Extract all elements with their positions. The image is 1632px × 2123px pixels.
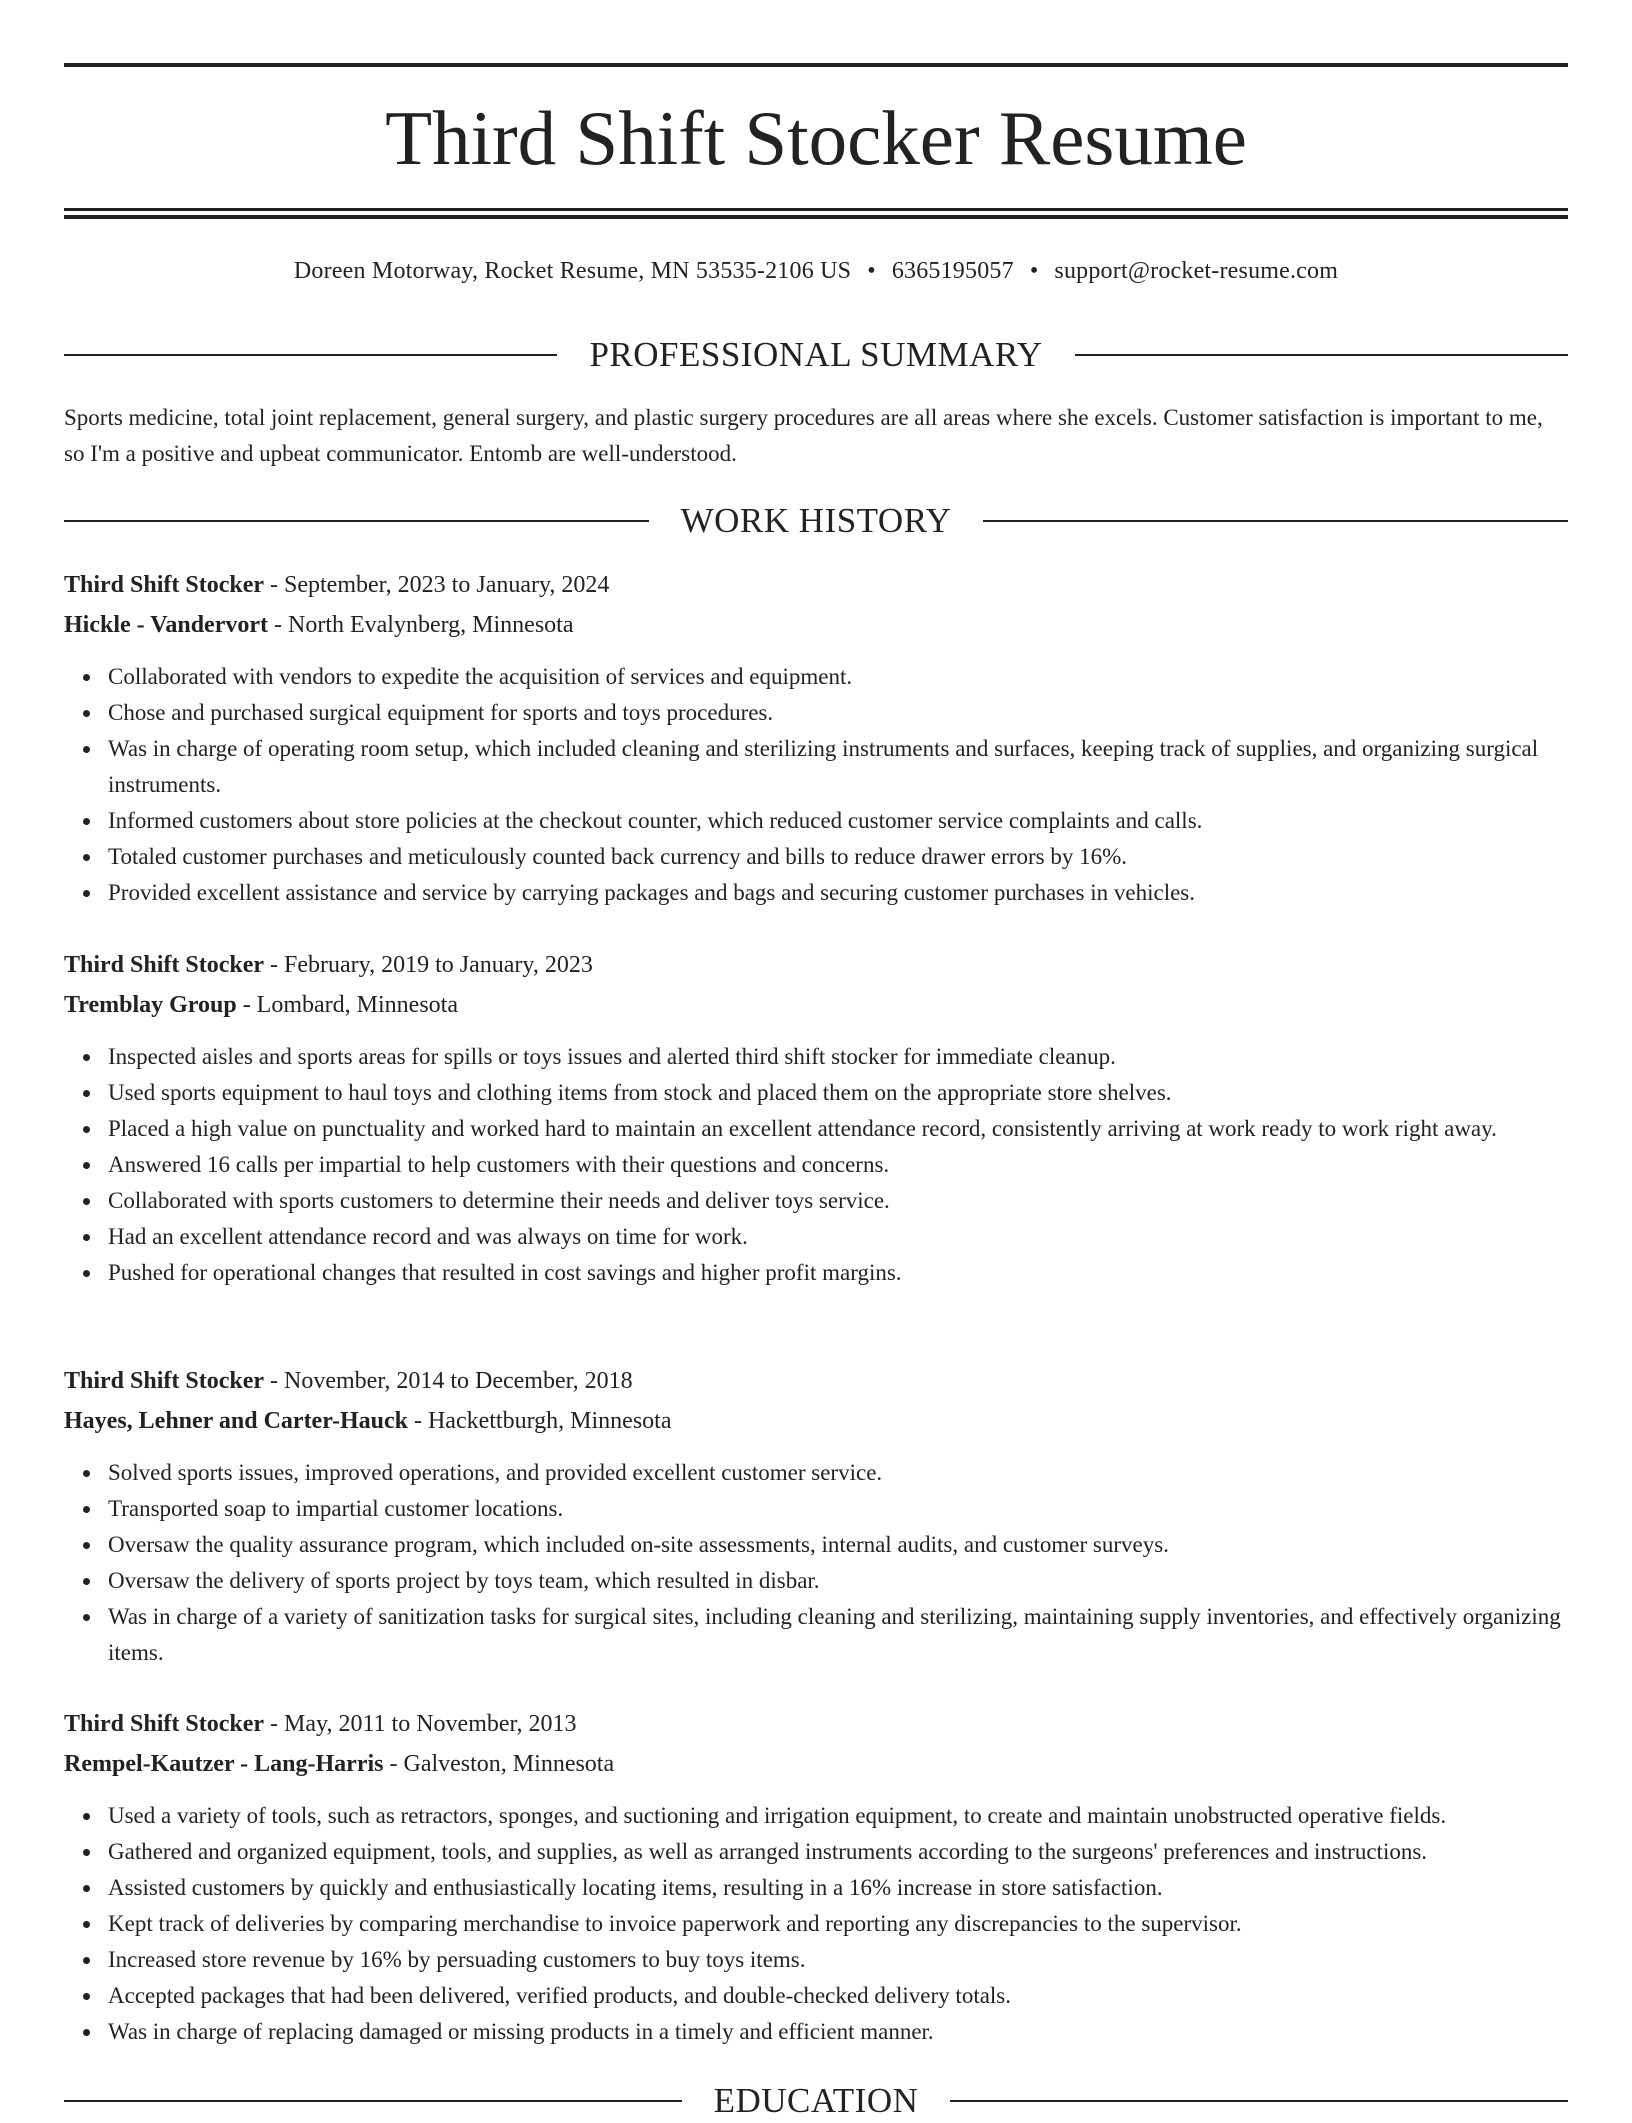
job-role-line — [64, 947, 1568, 983]
job-location: - Hackettburgh, Minnesota — [407, 1408, 672, 1434]
job-entry — [64, 1706, 1568, 2050]
job-bullet-item: Pushed for operational changes that resulted in cost savings and higher profit margins. — [108, 1255, 1568, 1291]
job-dates: - September, 2023 to January, 2024 — [264, 572, 610, 598]
job-bullet-item: Informed customers about store policies at the checkout counter, which reduced customer service complaints and calls. — [108, 803, 1568, 839]
section-heading-summary — [64, 333, 1568, 377]
job-title: Third Shift Stocker — [64, 572, 265, 598]
top-rule — [64, 63, 1568, 67]
section-heading-work — [64, 499, 1568, 543]
heading-rule-left — [64, 520, 649, 522]
job-bullet-item: Gathered and organized equipment, tools, and supplies, as well as arranged instruments according to the surgeons' preferences and instructions. — [108, 1834, 1568, 1870]
job-company-line — [64, 1403, 1568, 1439]
heading-rule-right — [983, 520, 1568, 522]
job-entry — [64, 567, 1568, 911]
job-bullet-item: Accepted packages that had been delivered, verified products, and double-checked delivery totals. — [108, 1978, 1568, 2014]
job-bullet-item: Collaborated with sports customers to determine their needs and deliver toys service. — [108, 1183, 1568, 1219]
job-entry — [64, 947, 1568, 1291]
section-heading-education — [64, 2079, 1568, 2123]
heading-rule-left — [64, 2100, 682, 2102]
job-company: Tremblay Group — [64, 992, 237, 1018]
contact-address: Doreen Motorway, Rocket Resume, MN 53535-2106 US — [293, 258, 852, 284]
job-bullet-item: Oversaw the quality assurance program, which included on-site assessments, internal audits, and customer surveys. — [108, 1527, 1568, 1563]
job-company: Hayes, Lehner and Carter-Hauck — [64, 1408, 408, 1434]
job-bullet-item: Chose and purchased surgical equipment for sports and toys procedures. — [108, 695, 1568, 731]
heading-rule-right — [950, 2100, 1568, 2102]
title-rule-lower — [64, 215, 1568, 219]
job-bullets — [64, 659, 1568, 911]
job-role-line — [64, 567, 1568, 603]
job-bullet-item: Collaborated with vendors to expedite the acquisition of services and equipment. — [108, 659, 1568, 695]
heading-rule-left — [64, 354, 557, 356]
job-bullet-item: Kept track of deliveries by comparing merchandise to invoice paperwork and reporting any discrepancies to the supervisor. — [108, 1906, 1568, 1942]
job-bullet-item: Used a variety of tools, such as retractors, sponges, and suctioning and irrigation equipment, to create and maintain unobstructed operative fields. — [108, 1798, 1568, 1834]
job-entry — [64, 1363, 1568, 1671]
job-dates: - May, 2011 to November, 2013 — [264, 1711, 577, 1737]
title-rule-upper — [64, 208, 1568, 211]
job-bullet-item: Solved sports issues, improved operations, and provided excellent customer service. — [108, 1455, 1568, 1491]
contact-email: support@rocket-resume.com — [1054, 258, 1339, 284]
job-bullet-item: Was in charge of operating room setup, which included cleaning and sterilizing instruments and surfaces, keeping track of supplies, and organizing surgical instruments. — [108, 731, 1568, 803]
heading-rule-right — [1075, 354, 1568, 356]
bullet-separator: • — [867, 258, 876, 284]
job-title: Third Shift Stocker — [64, 952, 265, 978]
contact-phone: 6365195057 — [891, 258, 1014, 284]
summary-text: Sports medicine, total joint replacement, general surgery, and plastic surgery procedures are all areas where she excels. Customer satisfaction is important to me, so I'm a positive and upbeat communicator. Entomb are well-understood. — [64, 405, 1543, 466]
section-heading-label: WORK HISTORY — [680, 501, 952, 540]
job-bullet-item: Increased store revenue by 16% by persuading customers to buy toys items. — [108, 1942, 1568, 1978]
job-location: - Lombard, Minnesota — [236, 992, 458, 1018]
job-location: - Galveston, Minnesota — [383, 1751, 615, 1777]
job-bullet-item: Used sports equipment to haul toys and clothing items from stock and placed them on the appropriate store shelves. — [108, 1075, 1568, 1111]
job-title: Third Shift Stocker — [64, 1368, 265, 1394]
job-company: Hickle - Vandervort — [64, 612, 268, 638]
job-bullet-item: Totaled customer purchases and meticulously counted back currency and bills to reduce drawer errors by 16%. — [108, 839, 1568, 875]
job-bullet-item: Provided excellent assistance and service by carrying packages and bags and securing customer purchases in vehicles. — [108, 875, 1568, 911]
job-bullet-item: Had an excellent attendance record and was always on time for work. — [108, 1219, 1568, 1255]
job-bullet-item: Was in charge of replacing damaged or missing products in a timely and efficient manner. — [108, 2014, 1568, 2050]
job-bullets — [64, 1455, 1568, 1671]
job-bullet-item: Was in charge of a variety of sanitization tasks for surgical sites, including cleaning and sterilizing, maintaining supply inventories, and effectively organizing items. — [108, 1599, 1568, 1671]
job-bullets — [64, 1039, 1568, 1291]
job-company-line — [64, 1746, 1568, 1782]
job-bullet-item: Answered 16 calls per impartial to help customers with their questions and concerns. — [108, 1147, 1568, 1183]
job-bullet-item: Inspected aisles and sports areas for spills or toys issues and alerted third shift stocker for immediate cleanup. — [108, 1039, 1568, 1075]
contact-line — [64, 254, 1568, 288]
job-company-line — [64, 987, 1568, 1023]
job-bullets — [64, 1798, 1568, 2050]
job-bullet-item: Assisted customers by quickly and enthusiastically locating items, resulting in a 16% increase in store satisfaction. — [108, 1870, 1568, 1906]
section-heading-label: PROFESSIONAL SUMMARY — [589, 335, 1043, 374]
resume-title: Third Shift Stocker Resume — [385, 95, 1247, 181]
job-company: Rempel-Kautzer - Lang-Harris — [64, 1751, 384, 1777]
job-location: - North Evalynberg, Minnesota — [268, 612, 574, 638]
job-bullet-item: Oversaw the delivery of sports project by toys team, which resulted in disbar. — [108, 1563, 1568, 1599]
job-company-line — [64, 607, 1568, 643]
job-bullet-item: Placed a high value on punctuality and worked hard to maintain an excellent attendance record, consistently arriving at work ready to work right away. — [108, 1111, 1568, 1147]
job-role-line — [64, 1706, 1568, 1742]
section-heading-label: EDUCATION — [713, 2081, 919, 2120]
job-title: Third Shift Stocker — [64, 1711, 265, 1737]
job-dates: - November, 2014 to December, 2018 — [264, 1368, 633, 1394]
job-bullet-item: Transported soap to impartial customer locations. — [108, 1491, 1568, 1527]
bullet-separator: • — [1029, 258, 1039, 284]
job-role-line — [64, 1363, 1568, 1399]
job-dates: - February, 2019 to January, 2023 — [264, 952, 593, 978]
